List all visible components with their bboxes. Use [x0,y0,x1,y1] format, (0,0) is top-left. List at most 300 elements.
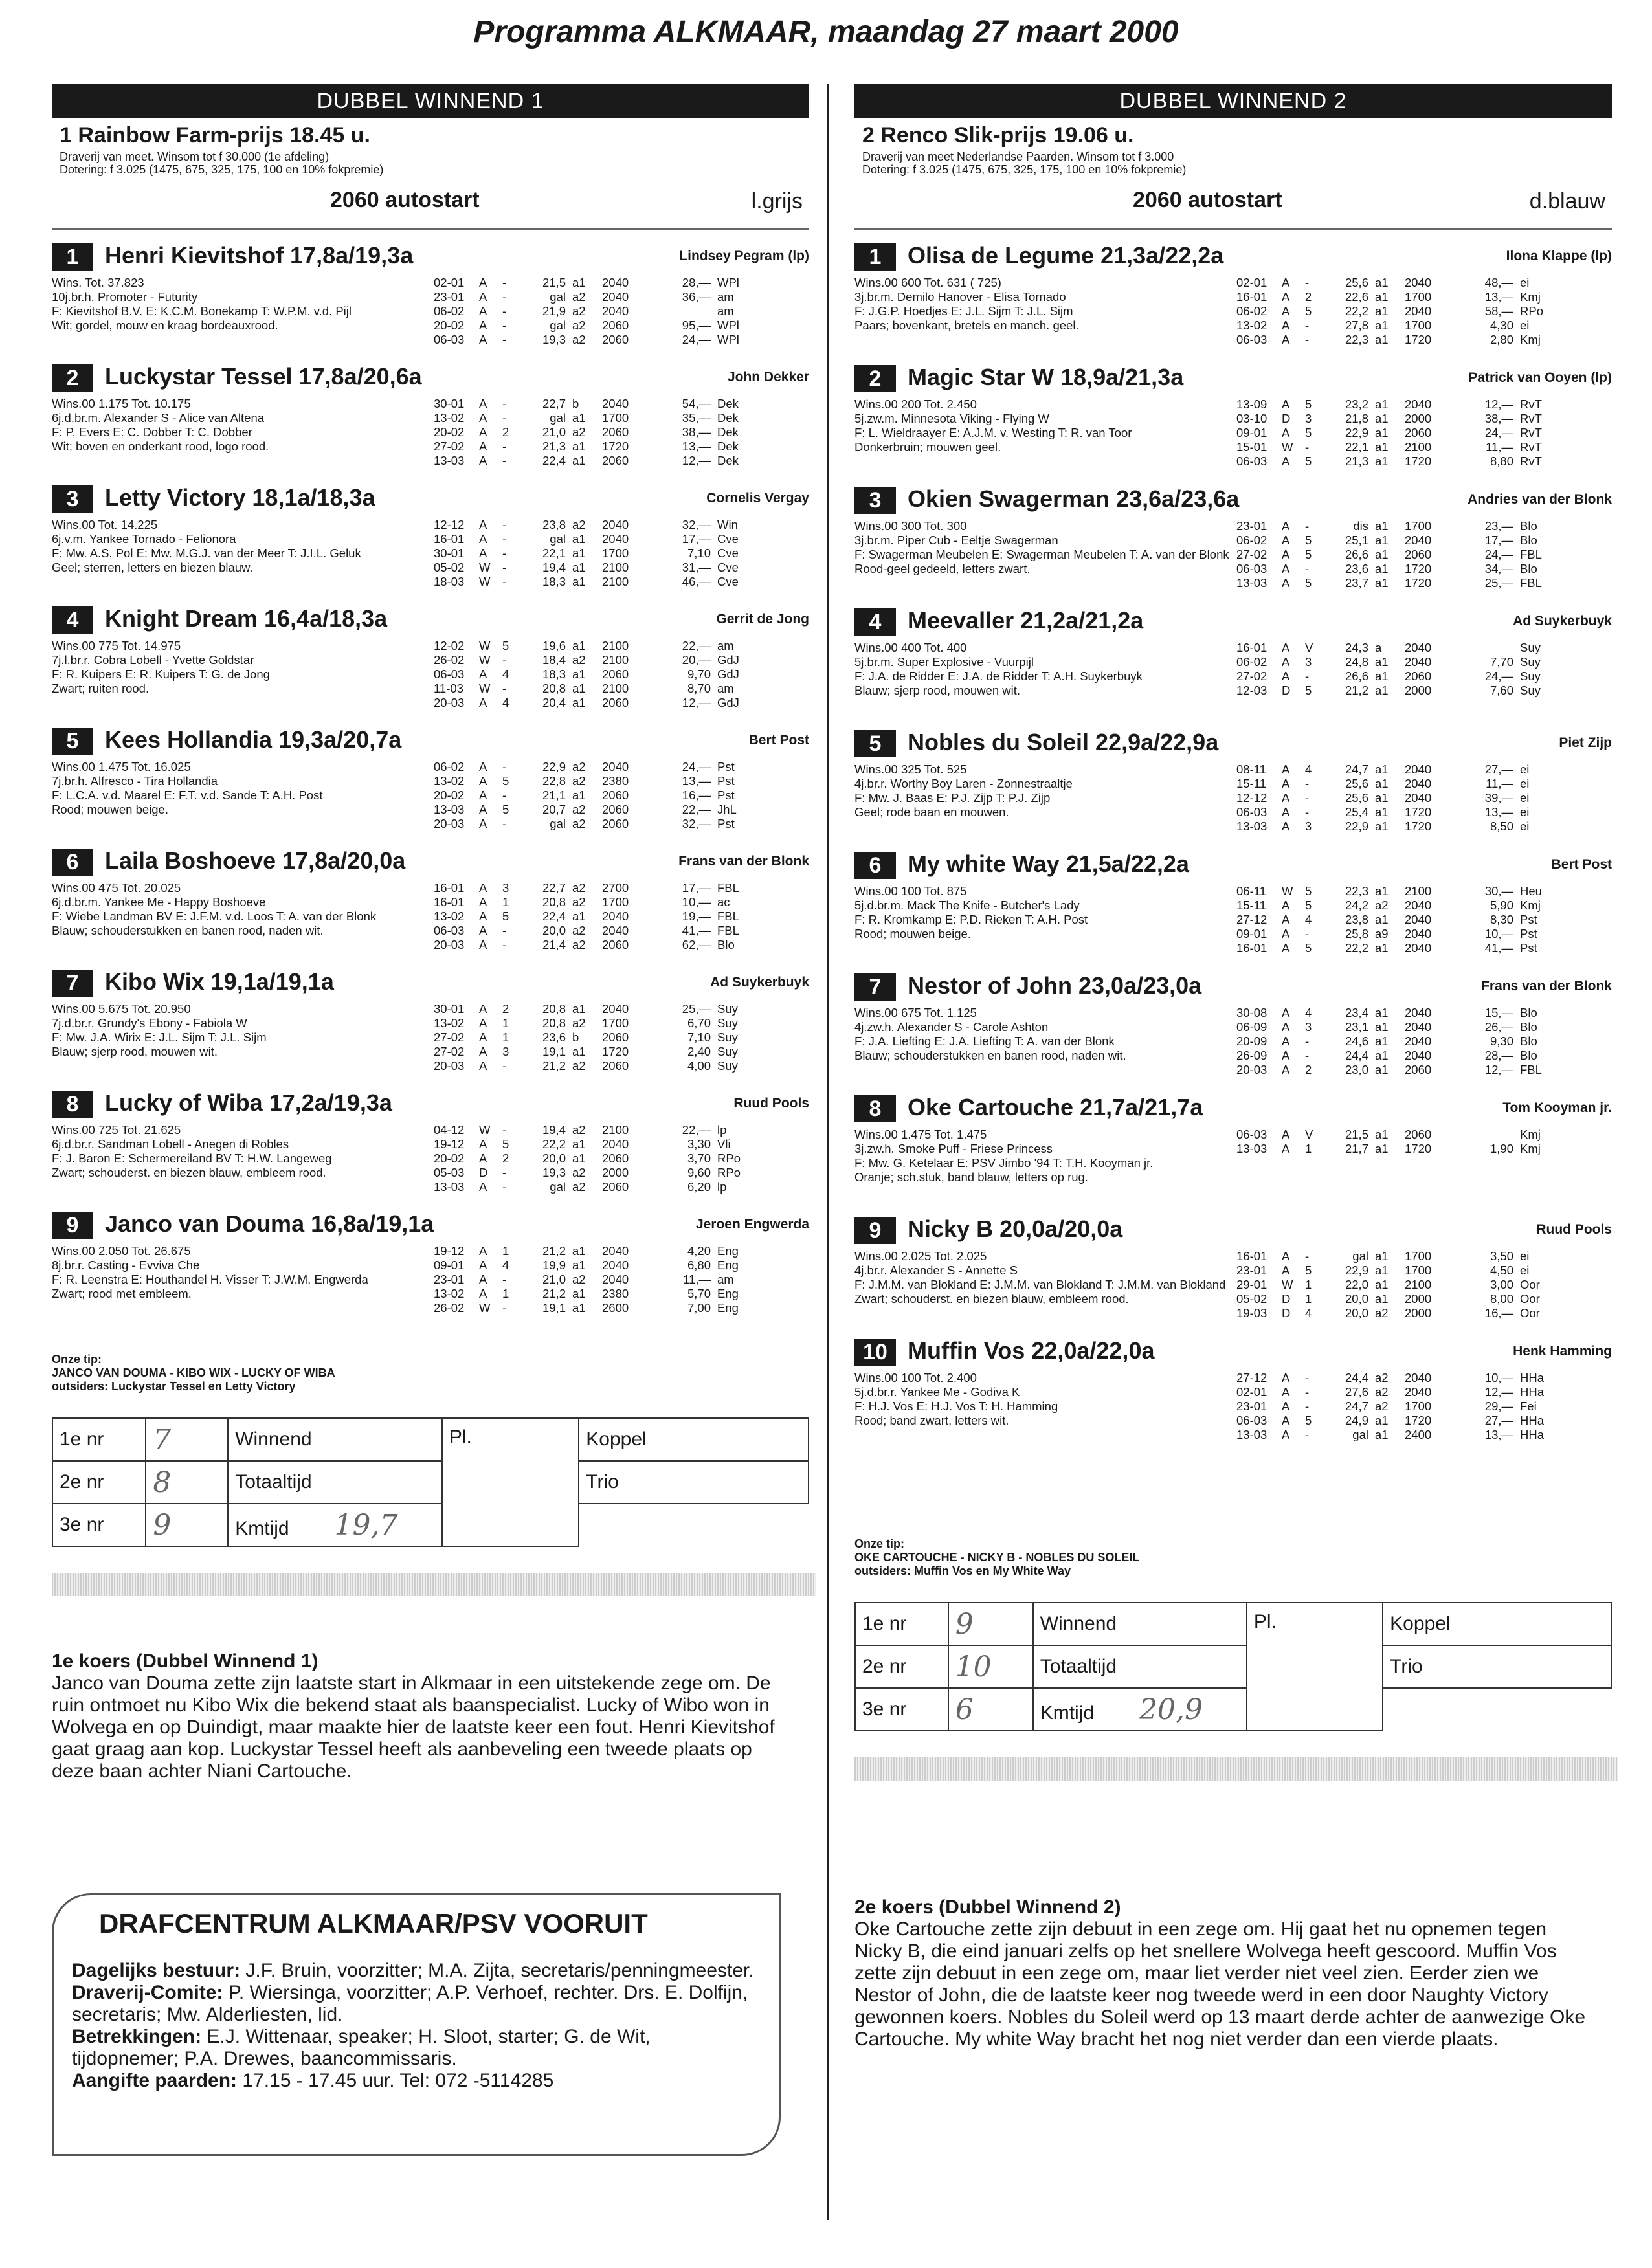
form-cell: a2 [572,895,586,909]
form-cell: 1700 [1405,290,1432,304]
form-table [434,1002,756,1073]
form-cell: 41,— [682,924,711,937]
form-cell: 15-01 [1236,440,1267,454]
form-row [1236,562,1559,576]
race-name: 1 Rainbow Farm-prijs 18.45 u. [60,123,370,148]
form-cell: 20-09 [1236,1034,1267,1048]
form-cell: a2 [1375,1399,1389,1413]
form-cell: 20-02 [434,788,465,802]
form-row [434,1287,756,1301]
form-cell: D [1282,1306,1291,1320]
form-cell: 1720 [602,1045,629,1058]
form-cell: 1 [1305,1142,1312,1155]
horse-info [52,1002,427,1059]
form-cell: D [1282,684,1291,697]
form-cell: 11-03 [434,682,463,695]
form-cell: 22,— [682,639,711,652]
form-cell: 1 [502,1030,509,1044]
form-cell: 1720 [1405,819,1432,833]
form-cell: FBL [1520,548,1542,561]
form-cell: 21,4 [542,938,566,951]
form-cell: A [1282,791,1290,805]
form-row [434,1244,756,1258]
form-cell: WPl [717,333,739,346]
horse-info-line: 5j.d.br.m. Mack The Knife - Butcher's Lady [854,898,1080,912]
horse-name: Knight Dream 16,4a/18,3a [105,605,388,632]
form-row [1236,1385,1559,1399]
horse-entry [854,361,1612,478]
form-cell: 06-03 [1236,1414,1267,1427]
form-cell: 9,60 [687,1166,711,1179]
form-cell: 54,— [682,397,711,410]
form-cell: - [502,290,507,304]
form-cell: RvT [1520,440,1542,454]
form-cell: 1700 [602,1016,629,1030]
horse-info [854,397,1230,454]
result-cell: 1e nr [52,1418,146,1461]
horse-name: Kibo Wix 19,1a/19,1a [105,968,334,995]
form-cell: 2040 [602,909,629,923]
form-cell: A [1282,1049,1290,1062]
result-cell: 10 [948,1645,1033,1688]
form-cell: A [1282,454,1290,468]
form-cell: 2100 [602,1123,629,1137]
tip-label: Onze tip: [52,1353,102,1366]
form-cell: a1 [1375,913,1389,926]
form-cell: - [502,397,507,410]
form-cell: a1 [572,1258,586,1272]
form-cell: 21,2 [542,1059,566,1073]
form-cell: 2040 [1405,641,1432,654]
form-cell: A [479,1287,487,1300]
form-cell: a1 [572,667,586,681]
form-cell: - [502,817,507,830]
horse-number: 1 [52,243,93,271]
form-table [1236,1249,1559,1320]
form-cell: 1700 [1405,1399,1432,1413]
form-cell: A [1282,641,1290,654]
race-header [854,118,1612,230]
form-cell: A [1282,576,1290,590]
form-cell: 18,3 [542,575,566,588]
result-cell: Pl. [442,1418,579,1546]
horse-info [854,1006,1230,1063]
form-cell: A [1282,562,1290,575]
tip-outsiders: outsiders: Muffin Vos en My White Way [854,1564,1071,1577]
form-cell: a1 [1375,454,1389,468]
form-row [434,653,756,667]
form-cell: 5,90 [1490,898,1513,912]
form-cell: 5 [502,1137,509,1151]
form-cell: D [1282,1292,1291,1306]
form-cell: 3 [1305,1020,1312,1034]
form-row [1236,1414,1559,1428]
form-cell: 27-02 [434,439,465,453]
horse-name: Letty Victory 18,1a/18,3a [105,484,375,511]
form-row [434,1301,756,1315]
form-cell: a1 [1375,1263,1389,1277]
form-row [434,682,756,696]
form-cell: am [717,1273,734,1286]
form-cell: Kmj [1520,1142,1541,1155]
form-cell: 19-03 [1236,1306,1267,1320]
horse-info-line: Wins.00 Tot. 14.225 [52,518,158,531]
form-cell: 21,0 [542,425,566,439]
form-cell: ei [1520,791,1530,805]
horse-driver: Bert Post [1551,857,1612,872]
form-cell: A [479,881,487,895]
horse-info [854,276,1230,333]
form-cell: ei [1520,318,1530,332]
form-cell: 30-01 [434,1002,465,1016]
form-cell: A [479,909,487,923]
result-row [855,1645,1611,1688]
form-cell: A [1282,1428,1290,1441]
form-row [434,667,756,682]
form-cell: 22,9 [1345,426,1368,439]
form-cell: a2 [572,1016,586,1030]
form-cell: W [479,575,491,588]
form-row [1236,884,1559,898]
form-row [1236,519,1559,533]
form-cell: A [1282,1414,1290,1427]
form-cell: 1700 [602,411,629,425]
horse-info-line: F: J.A. Liefting E: J.A. Liefting T: A. van der Blonk [854,1034,1115,1048]
horse-number: 6 [854,852,896,879]
form-cell: 2040 [1405,927,1432,940]
form-cell: 2040 [1405,777,1432,790]
horse-driver: John Dekker [727,370,809,384]
horse-driver: Patrick van Ooyen (lp) [1468,370,1612,385]
form-cell: 26,6 [1345,669,1368,683]
form-row [434,895,756,909]
form-cell: Suy [1520,669,1541,683]
form-row [434,909,756,924]
form-cell: 19,6 [542,639,566,652]
form-cell: 21,2 [542,1244,566,1258]
form-cell: a1 [572,1002,586,1016]
form-cell: 3 [1305,819,1312,833]
form-cell: 16,— [682,788,711,802]
result-form [854,1602,1612,1731]
form-cell: 13,— [682,774,711,788]
form-cell: 2060 [602,1030,629,1044]
form-cell: A [1282,805,1290,819]
form-cell: 1 [502,1287,509,1300]
horse-info-line: 8j.br.r. Casting - Evviva Che [52,1258,200,1272]
form-cell: RPo [717,1166,741,1179]
form-cell: 4 [502,696,509,709]
form-cell: a1 [1375,684,1389,697]
form-cell: Kmj [1520,898,1541,912]
form-row [434,518,756,532]
form-cell: 4,50 [1490,1263,1513,1277]
form-cell: 2040 [1405,941,1432,955]
horse-info [52,760,427,817]
form-cell: a1 [1375,426,1389,439]
form-cell: 1700 [1405,1249,1432,1263]
horse-info [854,641,1230,698]
form-row [1236,805,1559,819]
form-cell: 23-01 [434,290,465,304]
form-cell: 2100 [1405,440,1432,454]
horse-name: Okien Swagerman 23,6a/23,6a [908,485,1240,512]
form-cell: A [479,532,487,546]
form-row [1236,819,1559,834]
form-cell: a1 [572,1151,586,1165]
form-cell: 24,8 [1345,655,1368,669]
form-cell: 2040 [1405,1006,1432,1019]
horse-driver: Ruud Pools [733,1096,809,1111]
horse-info-line: F: Mw. A.S. Pol E: Mw. M.G.J. van der Meer T: J.I.L. Geluk [52,546,361,560]
form-cell: 2000 [602,1166,629,1179]
form-cell: Cve [717,546,739,560]
form-cell: 20,8 [542,895,566,909]
form-row [1236,454,1559,469]
form-cell: a1 [1375,791,1389,805]
form-cell: a1 [572,1244,586,1258]
horse-info-line: Zwart; schouderst. en biezen blauw, embleem rood. [854,1292,1129,1306]
form-cell: 13-02 [434,774,465,788]
form-row [434,881,756,895]
form-cell: A [1282,669,1290,683]
horse-info [52,518,427,575]
horse-info [854,519,1230,576]
form-cell: 2040 [1405,655,1432,669]
form-cell: a2 [1375,898,1389,912]
form-cell: Suy [1520,641,1541,654]
form-cell: 2060 [602,1059,629,1073]
form-cell: HHa [1520,1385,1545,1399]
form-cell: RPo [1520,304,1543,318]
form-cell: Oor [1520,1306,1540,1320]
comment-text: Janco van Douma zette zijn laatste start in Alkmaar in een uitstekende zege om. De ruin ontmoet nu Kibo Wix die bekend staat als baanspecialist. Lucky of Wibo won in Wolvega en op Duindigt, maar maakte hier de laatste keer een fout. Henri Kievitshof gaat graag aan kop. Luckystar Tessel heeft als aanbeveling een tweede plaats op deze baan achter Niani Cartouche. [52,1673,775,1782]
form-cell: 17,— [682,881,711,895]
form-cell: 2100 [602,575,629,588]
form-cell: - [1305,1428,1310,1441]
form-cell: 29-01 [1236,1278,1267,1291]
form-row [1236,397,1559,412]
form-row [1236,276,1559,290]
form-cell: 23,2 [1345,397,1368,411]
form-cell: 2060 [602,333,629,346]
form-cell: 09-01 [1236,426,1267,439]
form-cell: 26,— [1484,1020,1513,1034]
horse-info-line: F: J.G.P. Hoedjes E: J.L. Sijm T: J.L. Sijm [854,304,1073,318]
form-cell: 1720 [1405,333,1432,346]
form-row [1236,1306,1559,1320]
form-cell: 2400 [1405,1428,1432,1441]
form-cell: 27-02 [434,1045,465,1058]
form-cell: 22,9 [1345,819,1368,833]
form-cell: b [572,1030,579,1044]
form-cell: 13,— [1484,1428,1513,1441]
form-cell: 23,— [1484,519,1513,533]
horse-number: 3 [52,485,93,513]
form-cell: 2040 [1405,1020,1432,1034]
horse-info-line: Rood; mouwen beige. [52,803,168,816]
form-table [1236,1128,1559,1156]
form-cell: - [502,1059,507,1073]
form-cell: 2040 [602,1244,629,1258]
form-cell: 12-12 [1236,791,1267,805]
info-text: E.J. Wittenaar, speaker; H. Sloot, starter; G. de Wit, tijdopnemer; P.A. Drewes, baancommissaris. [72,2026,651,2069]
form-cell: a2 [572,803,586,816]
form-cell: 20-03 [1236,1063,1267,1076]
form-cell: 1,90 [1490,1142,1513,1155]
horse-driver: Frans van der Blonk [1481,979,1612,994]
form-cell: 2600 [602,1301,629,1315]
form-cell: 06-02 [1236,533,1267,547]
form-cell: 1 [1305,1292,1312,1306]
form-cell: 09-01 [434,1258,465,1272]
form-cell: a1 [572,561,586,574]
form-cell: 5 [1305,684,1312,697]
form-cell: Cve [717,575,739,588]
form-cell: RvT [1520,397,1542,411]
form-cell: 23,8 [1345,913,1368,926]
form-cell: a2 [572,1273,586,1286]
form-row [1236,1142,1559,1156]
info-label: Betrekkingen: [72,2026,202,2047]
form-cell: 22,2 [1345,941,1368,955]
horse-number: 7 [854,973,896,1001]
form-cell: 2040 [602,1137,629,1151]
form-table [434,760,756,831]
form-cell: a1 [1375,1292,1389,1306]
horse-info-line: 10j.br.h. Promoter - Futurity [52,290,198,304]
form-row [434,439,756,454]
form-cell: 2040 [602,924,629,937]
form-cell: - [1305,927,1310,940]
form-cell: 1720 [602,439,629,453]
form-cell: 16-01 [1236,941,1267,955]
form-cell: 5 [502,909,509,923]
comment-text: Oke Cartouche zette zijn debuut in een zege om. Hij gaat het nu opnemen tegen Nicky B, die eind januari zelfs op het snellere Wolvega heeft gescoord. Muffin Vos zette zijn debuut in een zege om, maar liet verder niet veel zien. Eerder zien we Nestor of John, die de laatste keer nog tweede werd in een door Naughty Victory gewonnen koers. Nobles du Soleil werd op 13 maart derde achter de aanwezige Oke Cartouche. My white Way bracht het nog niet verder dan een vierde plaats. [854,1918,1586,2050]
form-cell: A [1282,1371,1290,1384]
horse-entry [854,1213,1612,1329]
horse-info-line: Oranje; sch.stuk, band blauw, letters op rug. [854,1170,1088,1184]
form-cell: 5 [1305,533,1312,547]
form-cell: 20-03 [434,1059,465,1073]
form-cell: 21,1 [542,788,566,802]
tip-label: Onze tip: [854,1537,904,1550]
horse-driver: Piet Zijp [1559,735,1612,750]
tip-outsiders: outsiders: Luckystar Tessel en Letty Victory [52,1380,296,1393]
form-cell: 12-03 [1236,684,1267,697]
form-cell: 05-02 [1236,1292,1267,1306]
horse-info-line: Wit; gordel, mouw en kraag bordeauxrood. [52,318,278,332]
form-cell: am [717,639,734,652]
form-cell: Fei [1520,1399,1537,1413]
horse-info [52,639,427,696]
form-cell: 25,8 [1345,927,1368,940]
form-cell: 12-02 [434,639,465,652]
form-cell: 1700 [1405,318,1432,332]
form-cell: W [479,1301,491,1315]
form-cell: - [502,518,507,531]
form-cell: A [1282,1006,1290,1019]
result-cell: Totaaltijd [228,1461,442,1504]
horse-info-line: F: J.A. de Ridder E: J.A. de Ridder T: A.H. Suykerbuyk [854,669,1143,683]
horse-info-line: Wit; boven en onderkant rood, logo rood. [52,439,269,453]
form-cell: 21,3 [1345,454,1368,468]
form-cell: 2 [1305,290,1312,304]
form-cell: 19,— [682,909,711,923]
form-cell: a2 [572,774,586,788]
horse-info-line: 3j.br.m. Demilo Hanover - Elisa Tornado [854,290,1066,304]
info-label: Draverij-Comite: [72,1982,223,2003]
form-cell: 24,4 [1345,1049,1368,1062]
form-cell: A [479,895,487,909]
form-row [434,290,756,304]
form-cell: A [479,304,487,318]
race-banner: DUBBEL WINNEND 1 [52,84,809,118]
form-cell: 2060 [1405,1128,1432,1141]
form-cell: 13-09 [1236,397,1267,411]
form-cell: 22,6 [1345,290,1368,304]
form-cell: - [502,439,507,453]
form-cell: 16-01 [434,895,465,909]
form-cell: Dek [717,411,739,425]
form-cell: 06-02 [434,304,465,318]
form-cell: A [479,546,487,560]
race-name: 2 Renco Slik-prijs 19.06 u. [862,123,1134,148]
form-cell: 2060 [1405,669,1432,683]
form-cell: A [479,1180,487,1194]
horse-name: Laila Boshoeve 17,8a/20,0a [105,847,406,874]
form-cell: a1 [1375,1128,1389,1141]
form-row [1236,1292,1559,1306]
form-cell: - [502,760,507,773]
form-row [434,561,756,575]
form-cell: 15,— [1484,1006,1513,1019]
form-row [1236,641,1559,655]
horse-info-line: 7j.d.br.r. Grundy's Ebony - Fabiola W [52,1016,247,1030]
form-row [434,760,756,774]
horse-driver: Jeroen Engwerda [695,1217,809,1232]
horse-name: Olisa de Legume 21,3a/22,2a [908,242,1224,269]
form-cell: 23-01 [1236,1263,1267,1277]
form-cell: 2000 [1405,1292,1432,1306]
form-cell: Blo [1520,519,1537,533]
form-cell: 2040 [602,532,629,546]
horse-name: Muffin Vos 22,0a/22,0a [908,1337,1155,1364]
form-rows [434,1002,756,1073]
form-cell: HHa [1520,1414,1545,1427]
form-cell: A [479,1273,487,1286]
form-cell: 3,50 [1490,1249,1513,1263]
form-row [1236,1371,1559,1385]
form-cell: 19,1 [542,1301,566,1315]
form-cell: W [479,561,491,574]
form-cell: a1 [1375,669,1389,683]
form-cell: A [1282,333,1290,346]
form-cell: a2 [572,924,586,937]
result-cell: 9 [948,1603,1033,1645]
form-cell: A [479,1244,487,1258]
form-cell: GdJ [717,696,739,709]
form-cell: - [502,1273,507,1286]
horse-info-line: F: Mw. G. Ketelaar E: PSV Jimbo '94 T: T.H. Kooyman jr. [854,1156,1154,1170]
horse-entry [52,724,809,840]
horse-entry [854,970,1612,1086]
horse-info [854,1249,1230,1306]
form-cell: 2040 [602,304,629,318]
form-rows [434,639,756,710]
info-label: Aangifte paarden: [72,2070,238,2091]
horse-info-line: Wins.00 1.475 Tot. 1.475 [854,1128,987,1141]
